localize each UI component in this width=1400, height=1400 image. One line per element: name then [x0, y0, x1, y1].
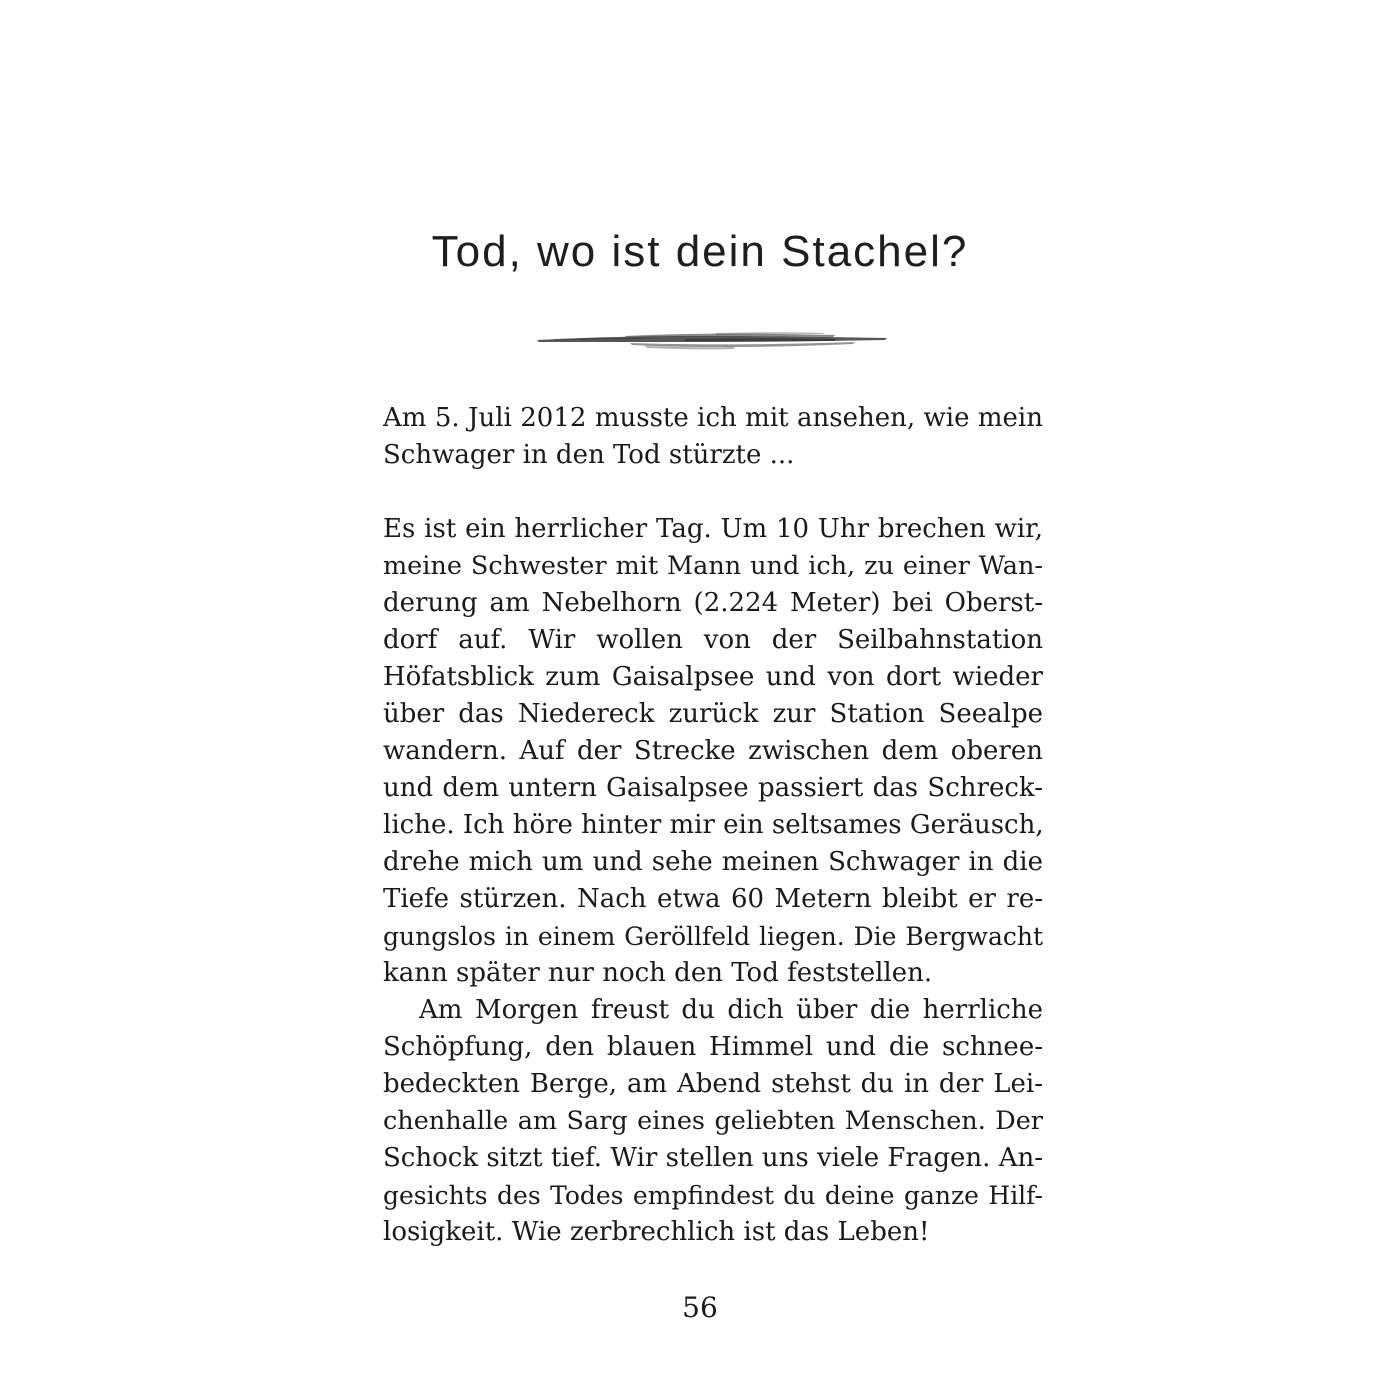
paragraph-line: Es ist ein herrlicher Tag. Um 10 Uhr brechen wir,: [383, 514, 1043, 544]
paragraph-line: drehe mich um und sehe meinen Schwager in die: [383, 847, 1043, 877]
paragraph-line: meine Schwester mit Mann und ich, zu einer Wan-: [383, 551, 1043, 581]
paragraph-line: gungslos in einem Geröllfeld liegen. Die Bergwacht: [383, 922, 1043, 951]
paragraph-line: Schöpfung, den blauen Himmel und die schnee-: [383, 1032, 1043, 1062]
intro-line: Am 5. Juli 2012 musste ich mit ansehen, wie mein: [383, 403, 1043, 433]
page-number: 56: [682, 1291, 718, 1324]
paragraph-line: Am Morgen freust du dich über die herrliche: [419, 995, 1043, 1025]
paragraph-line: gesichts des Todes empfindest du deine ganze Hilf-: [383, 1181, 1043, 1210]
paragraph-gap: [383, 474, 1043, 511]
body-text: [383, 400, 1043, 1251]
paragraph-line: losigkeit. Wie zerbrechlich ist das Leben!: [383, 1217, 930, 1247]
paragraph-line: Schock sitzt tief. Wir stellen uns viele Fragen. An-: [383, 1143, 1043, 1173]
paragraph-line: derung am Nebelhorn (2.224 Meter) bei Oberst-: [383, 588, 1043, 618]
brush-stroke-divider: [535, 326, 890, 352]
paragraph-line: über das Niedereck zurück zur Station Seealpe: [383, 699, 1043, 729]
paragraph-line: Tiefe stürzen. Nach etwa 60 Metern bleibt er re-: [383, 884, 1043, 914]
intro-line: Schwager in den Tod stürzte ...: [383, 440, 795, 470]
paragraph-line: liche. Ich höre hinter mir ein seltsames Geräusch,: [383, 810, 1044, 840]
chapter-title: Tod, wo ist dein Stachel?: [431, 227, 969, 276]
paragraph-line: wandern. Auf der Strecke zwischen dem oberen: [383, 736, 1043, 766]
paragraph-line: dorf auf. Wir wollen von der Seilbahnstation: [383, 625, 1043, 655]
paragraph-line: bedeckten Berge, am Abend stehst du in der Lei-: [383, 1069, 1043, 1099]
paragraph-line: Höfatsblick zum Gaisalpsee und von dort wieder: [383, 662, 1043, 692]
paragraph-line: chenhalle am Sarg eines geliebten Menschen. Der: [383, 1106, 1043, 1136]
paragraph-line: kann später nur noch den Tod feststellen.: [383, 958, 933, 988]
paragraph-line: und dem untern Gaisalpsee passiert das Schreck-: [383, 773, 1043, 803]
